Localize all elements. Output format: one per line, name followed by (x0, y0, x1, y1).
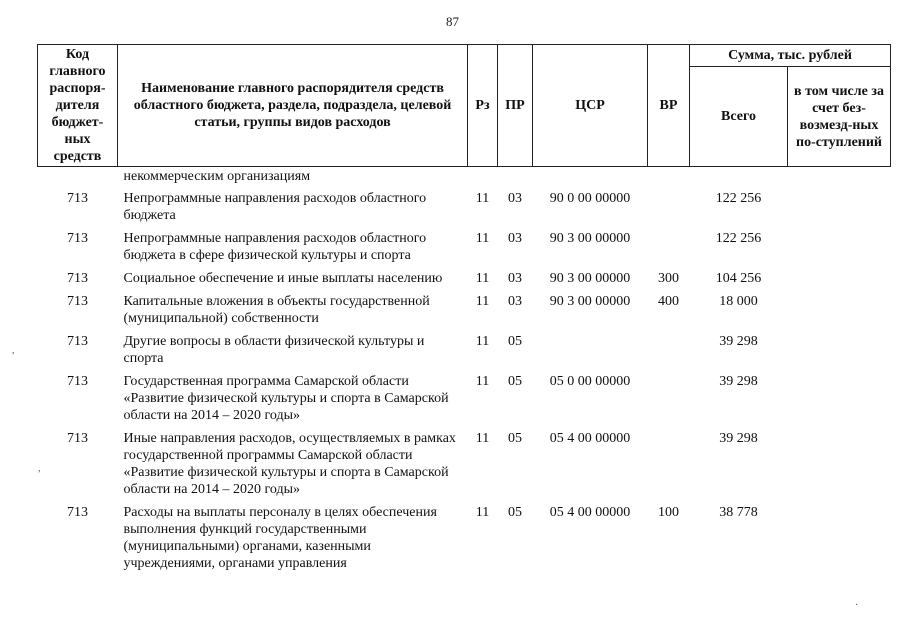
row-name: Иные направления расходов, осуществляемых в рамках государственной программы Самарской области «Развитие физической культуры и спорта в Самарской области на 2014 – 2020 годы» (123, 431, 456, 497)
row-vr (648, 186, 690, 226)
row-total: 38 778 (719, 505, 758, 520)
row-rz: 11 (475, 505, 490, 520)
header-code: Код главного распоря-дителя бюджет-ных средств (38, 45, 118, 167)
table-row (38, 369, 891, 426)
table-row (38, 289, 891, 329)
row-grants (788, 266, 891, 289)
row-pr: 05 (508, 374, 522, 389)
scan-mark: · (855, 600, 859, 611)
table-header (38, 45, 891, 167)
row-csr: 05 0 00 00000 (549, 374, 631, 389)
row-grants (788, 369, 891, 426)
row-name: Непрограммные направления расходов областного бюджета в сфере физической культуры и спорта (123, 231, 427, 263)
row-pr: 05 (508, 334, 522, 349)
row-code: 713 (67, 191, 88, 206)
header-total: Всего (690, 67, 788, 167)
row-csr: 90 3 00 00000 (549, 294, 631, 309)
row-code: 713 (67, 334, 88, 349)
row-code: 713 (67, 231, 88, 246)
row-code: 713 (67, 294, 88, 309)
header-sum: Сумма, тыс. рублей (690, 45, 891, 67)
row-total: 18 000 (719, 294, 758, 309)
row-pr: 03 (508, 231, 522, 246)
row-grants (788, 329, 891, 369)
row-csr (533, 329, 648, 369)
row-grants (788, 186, 891, 226)
row-vr: 100 (658, 505, 679, 520)
row-vr (648, 369, 690, 426)
table-body (38, 167, 891, 575)
row-name: Социальное обеспечение и иные выплаты населению (123, 271, 443, 286)
row-pr: 03 (508, 191, 522, 206)
header-vr: ВР (648, 45, 690, 167)
row-rz: 11 (475, 334, 490, 349)
row-code: 713 (67, 374, 88, 389)
row-name: Капитальные вложения в объекты государственной (муниципальной) собственности (123, 294, 430, 326)
row-grants (788, 426, 891, 500)
row-rz: 11 (475, 191, 490, 206)
row-pr: 05 (508, 505, 522, 520)
row-name: Другие вопросы в области физической культуры и спорта (123, 334, 425, 366)
header-rz: Рз (468, 45, 498, 167)
row-csr: 05 4 00 00000 (549, 431, 631, 446)
row-csr: 05 4 00 00000 (549, 505, 631, 520)
row-vr (648, 426, 690, 500)
row-pr: 05 (508, 431, 522, 446)
budget-table (37, 44, 891, 574)
row-vr (648, 226, 690, 266)
row-rz: 11 (475, 271, 490, 286)
row-total: 39 298 (719, 431, 758, 446)
page-number: 87 (446, 14, 459, 29)
header-pr: ПР (498, 45, 533, 167)
table-row (38, 426, 891, 500)
scan-mark: , (38, 463, 41, 474)
row-grants (788, 500, 891, 574)
row-csr: 90 0 00 00000 (549, 191, 631, 206)
table-row (38, 186, 891, 226)
row-vr: 400 (658, 294, 679, 309)
row-pr: 03 (508, 294, 522, 309)
row-name: Расходы на выплаты персоналу в целях обеспечения выполнения функций государственными (муниципальными) органами, казенными учреждениями, органами управления (123, 505, 437, 571)
row-vr (648, 329, 690, 369)
row-grants (788, 226, 891, 266)
row-code: 713 (67, 271, 88, 286)
header-grants: в том числе за счет без-возмезд-ных по-ступлений (788, 67, 891, 167)
row-grants (788, 289, 891, 329)
row-code: 713 (67, 505, 88, 520)
row-csr: 90 3 00 00000 (549, 271, 631, 286)
row-total: 39 298 (719, 374, 758, 389)
row-total: 104 256 (715, 271, 762, 286)
row-rz: 11 (475, 231, 490, 246)
row-csr: 90 3 00 00000 (549, 231, 631, 246)
row-vr: 300 (658, 271, 679, 286)
continuation-text: некоммерческим организациям (123, 169, 311, 184)
row-rz: 11 (475, 294, 490, 309)
row-rz: 11 (475, 374, 490, 389)
row-total: 122 256 (715, 191, 762, 206)
row-total: 39 298 (719, 334, 758, 349)
row-name: Государственная программа Самарской области «Развитие физической культуры и спорта в Самарской области на 2014 – 2020 годы» (123, 374, 449, 423)
header-csr: ЦСР (533, 45, 648, 167)
table-row (38, 226, 891, 266)
row-rz: 11 (475, 431, 490, 446)
table-row (38, 266, 891, 289)
row-name: Непрограммные направления расходов областного бюджета (123, 191, 427, 223)
row-code: 713 (67, 431, 88, 446)
row-total: 122 256 (715, 231, 762, 246)
scan-mark: , (12, 345, 15, 356)
table-row (38, 500, 891, 574)
table-row (38, 329, 891, 369)
row-pr: 03 (508, 271, 522, 286)
continuation-row (38, 167, 891, 187)
header-name: Наименование главного распорядителя средств областного бюджета, раздела, подраздела, целевой статьи, группы видов расходов (118, 45, 468, 167)
